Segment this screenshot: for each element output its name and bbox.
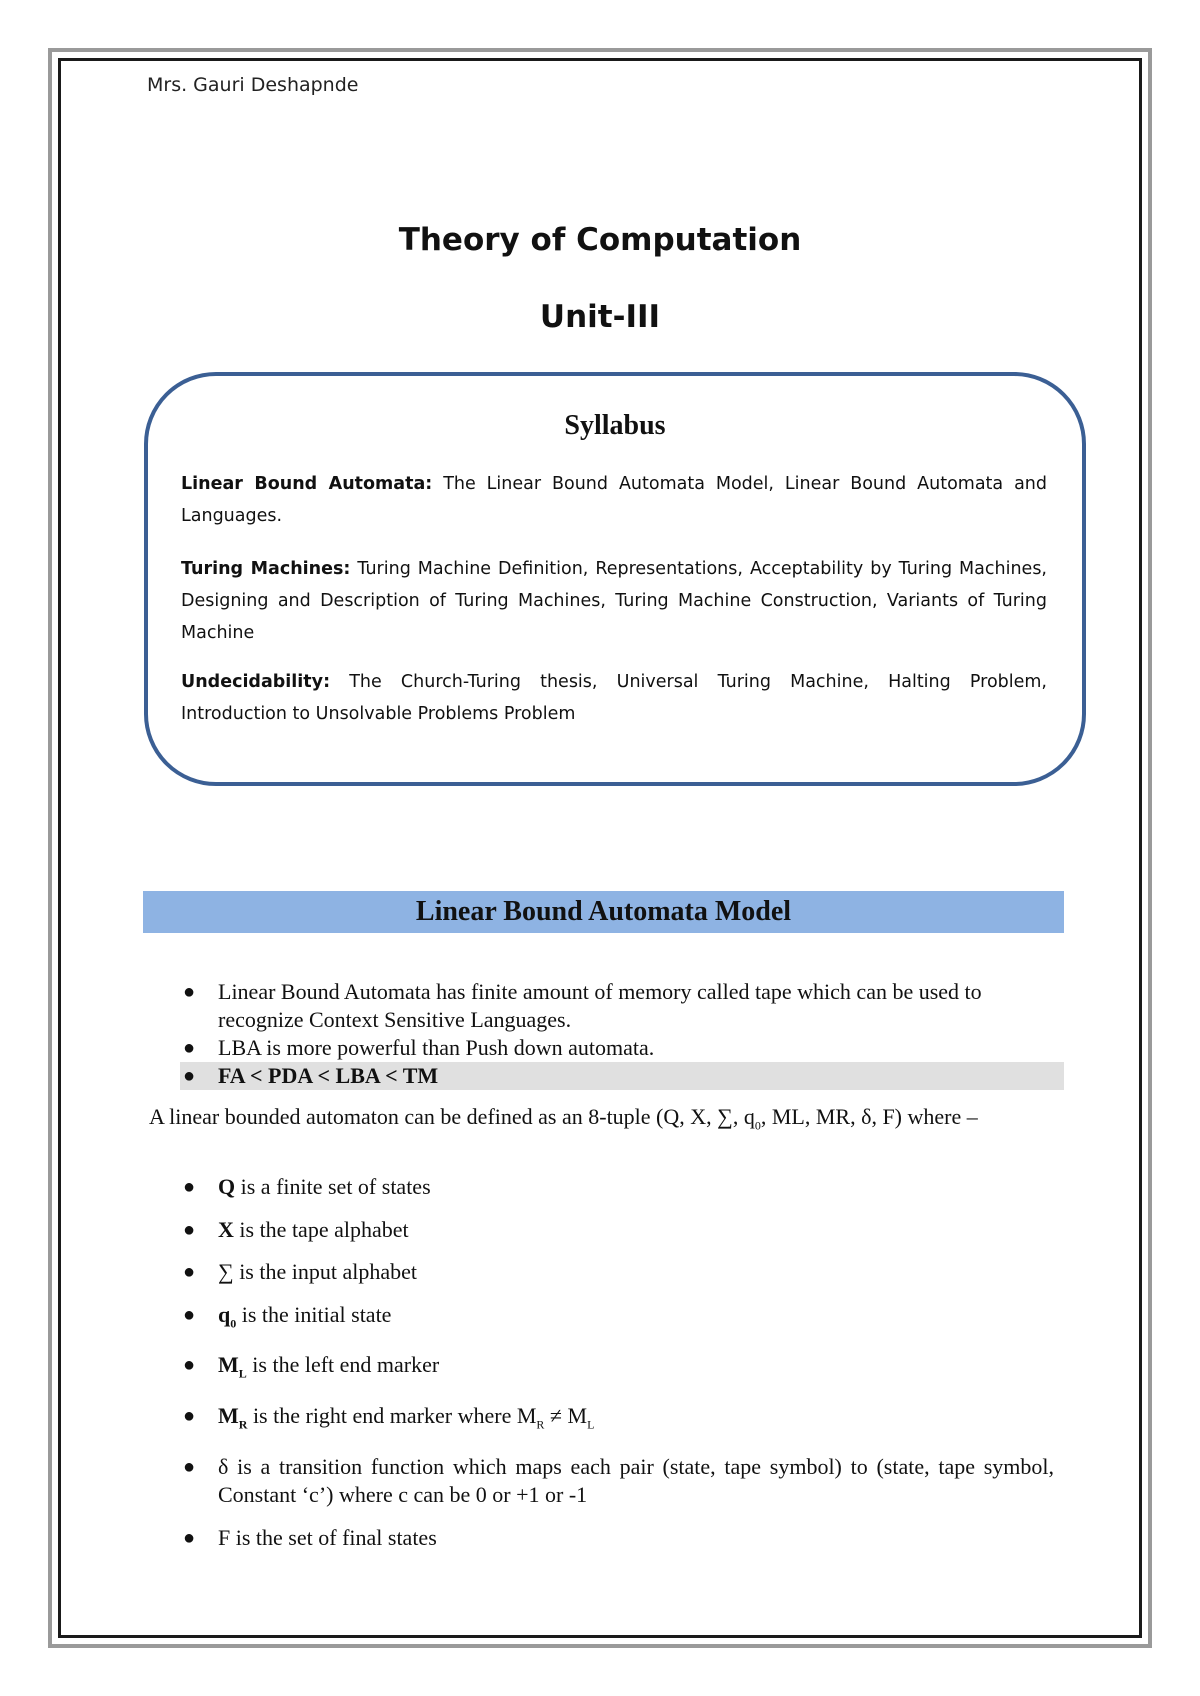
author-name: Mrs. Gauri Deshapnde [147, 74, 359, 96]
syllabus-turing-text: Turing Machine Definition, Representations, Acceptability by Turing Machines, Designing and Description of Turing Machines, Turing Machine Construction, Variants of Turing Machine [181, 559, 1047, 643]
list-item: ● δ is a transition function which maps each pair (state, tape symbol) to (state, tape symbol, Constant ‘c’) where c can be 0 or +1 or -1 [183, 1454, 1054, 1508]
bullet-icon: ● [183, 1303, 196, 1326]
syllabus-turing-label: Turing Machines: [181, 559, 351, 579]
section-title: Linear Bound Automata Model [415, 896, 792, 927]
bullet-icon: ● [183, 1065, 196, 1087]
bullet-icon: ● [183, 1526, 196, 1549]
list-item: ● $M_R$ is the right end marker where $M_R \ne M_L$ [183, 1403, 595, 1432]
list-item: ● FA < PDA < LBA < TM [183, 1063, 439, 1088]
syllabus-undecidability [181, 666, 1047, 730]
list-item: ● $q_0$ is the initial state [183, 1301, 392, 1330]
list-item: ● Linear Bound Automata has finite amount of memory called tape which can be used to recognize Context Sensitive Languages. [183, 979, 982, 1032]
bullet-icon: ● [183, 1456, 196, 1479]
syllabus-undecidability-label: Undecidability: [181, 672, 331, 692]
list-item: ● LBA is more powerful than Push down automata. [183, 1035, 655, 1060]
list-item: ● ∑ is the input alphabet [183, 1259, 417, 1284]
list-item: ● $M_L$ is the left end marker [183, 1352, 440, 1381]
syllabus-lba-label: Linear Bound Automata: [181, 474, 433, 494]
syllabus-lba-text: The Linear Bound Automata Model, Linear Bound Automata and Languages. [181, 474, 1048, 526]
syllabus-turing [181, 553, 1047, 649]
bullet-icon: ● [183, 1354, 196, 1377]
unit-title: Unit-III [539, 299, 661, 335]
bullet-icon: ● [183, 1176, 196, 1198]
bullet-icon: ● [183, 1218, 196, 1241]
bullet-icon: ● [183, 1037, 196, 1059]
list-item: ● X is the tape alphabet [183, 1216, 409, 1242]
tuple-intro: A linear bounded automaton can be defined as an 8-tuple (Q, X, ∑, $q_0$, ML, MR, δ, F) where – [149, 1104, 978, 1133]
syllabus-lba [181, 468, 1047, 532]
bullet-icon: ● [183, 1261, 196, 1283]
lba-bullet-list [183, 978, 1048, 1090]
tuple-item-list [183, 1173, 1054, 1566]
list-item: ● F is the set of final states [183, 1524, 437, 1550]
syllabus-heading: Syllabus [564, 410, 666, 441]
syllabus-undecidability-text: The Church-Turing thesis, Universal Turing Machine, Halting Problem, Introduction to Unsolvable Problems Problem [181, 672, 1047, 724]
bullet-icon: ● [183, 1405, 196, 1428]
list-item: ● Q is a finite set of states [183, 1174, 431, 1199]
bullet-icon: ● [183, 981, 196, 1003]
document-title: Theory of Computation [398, 222, 802, 258]
